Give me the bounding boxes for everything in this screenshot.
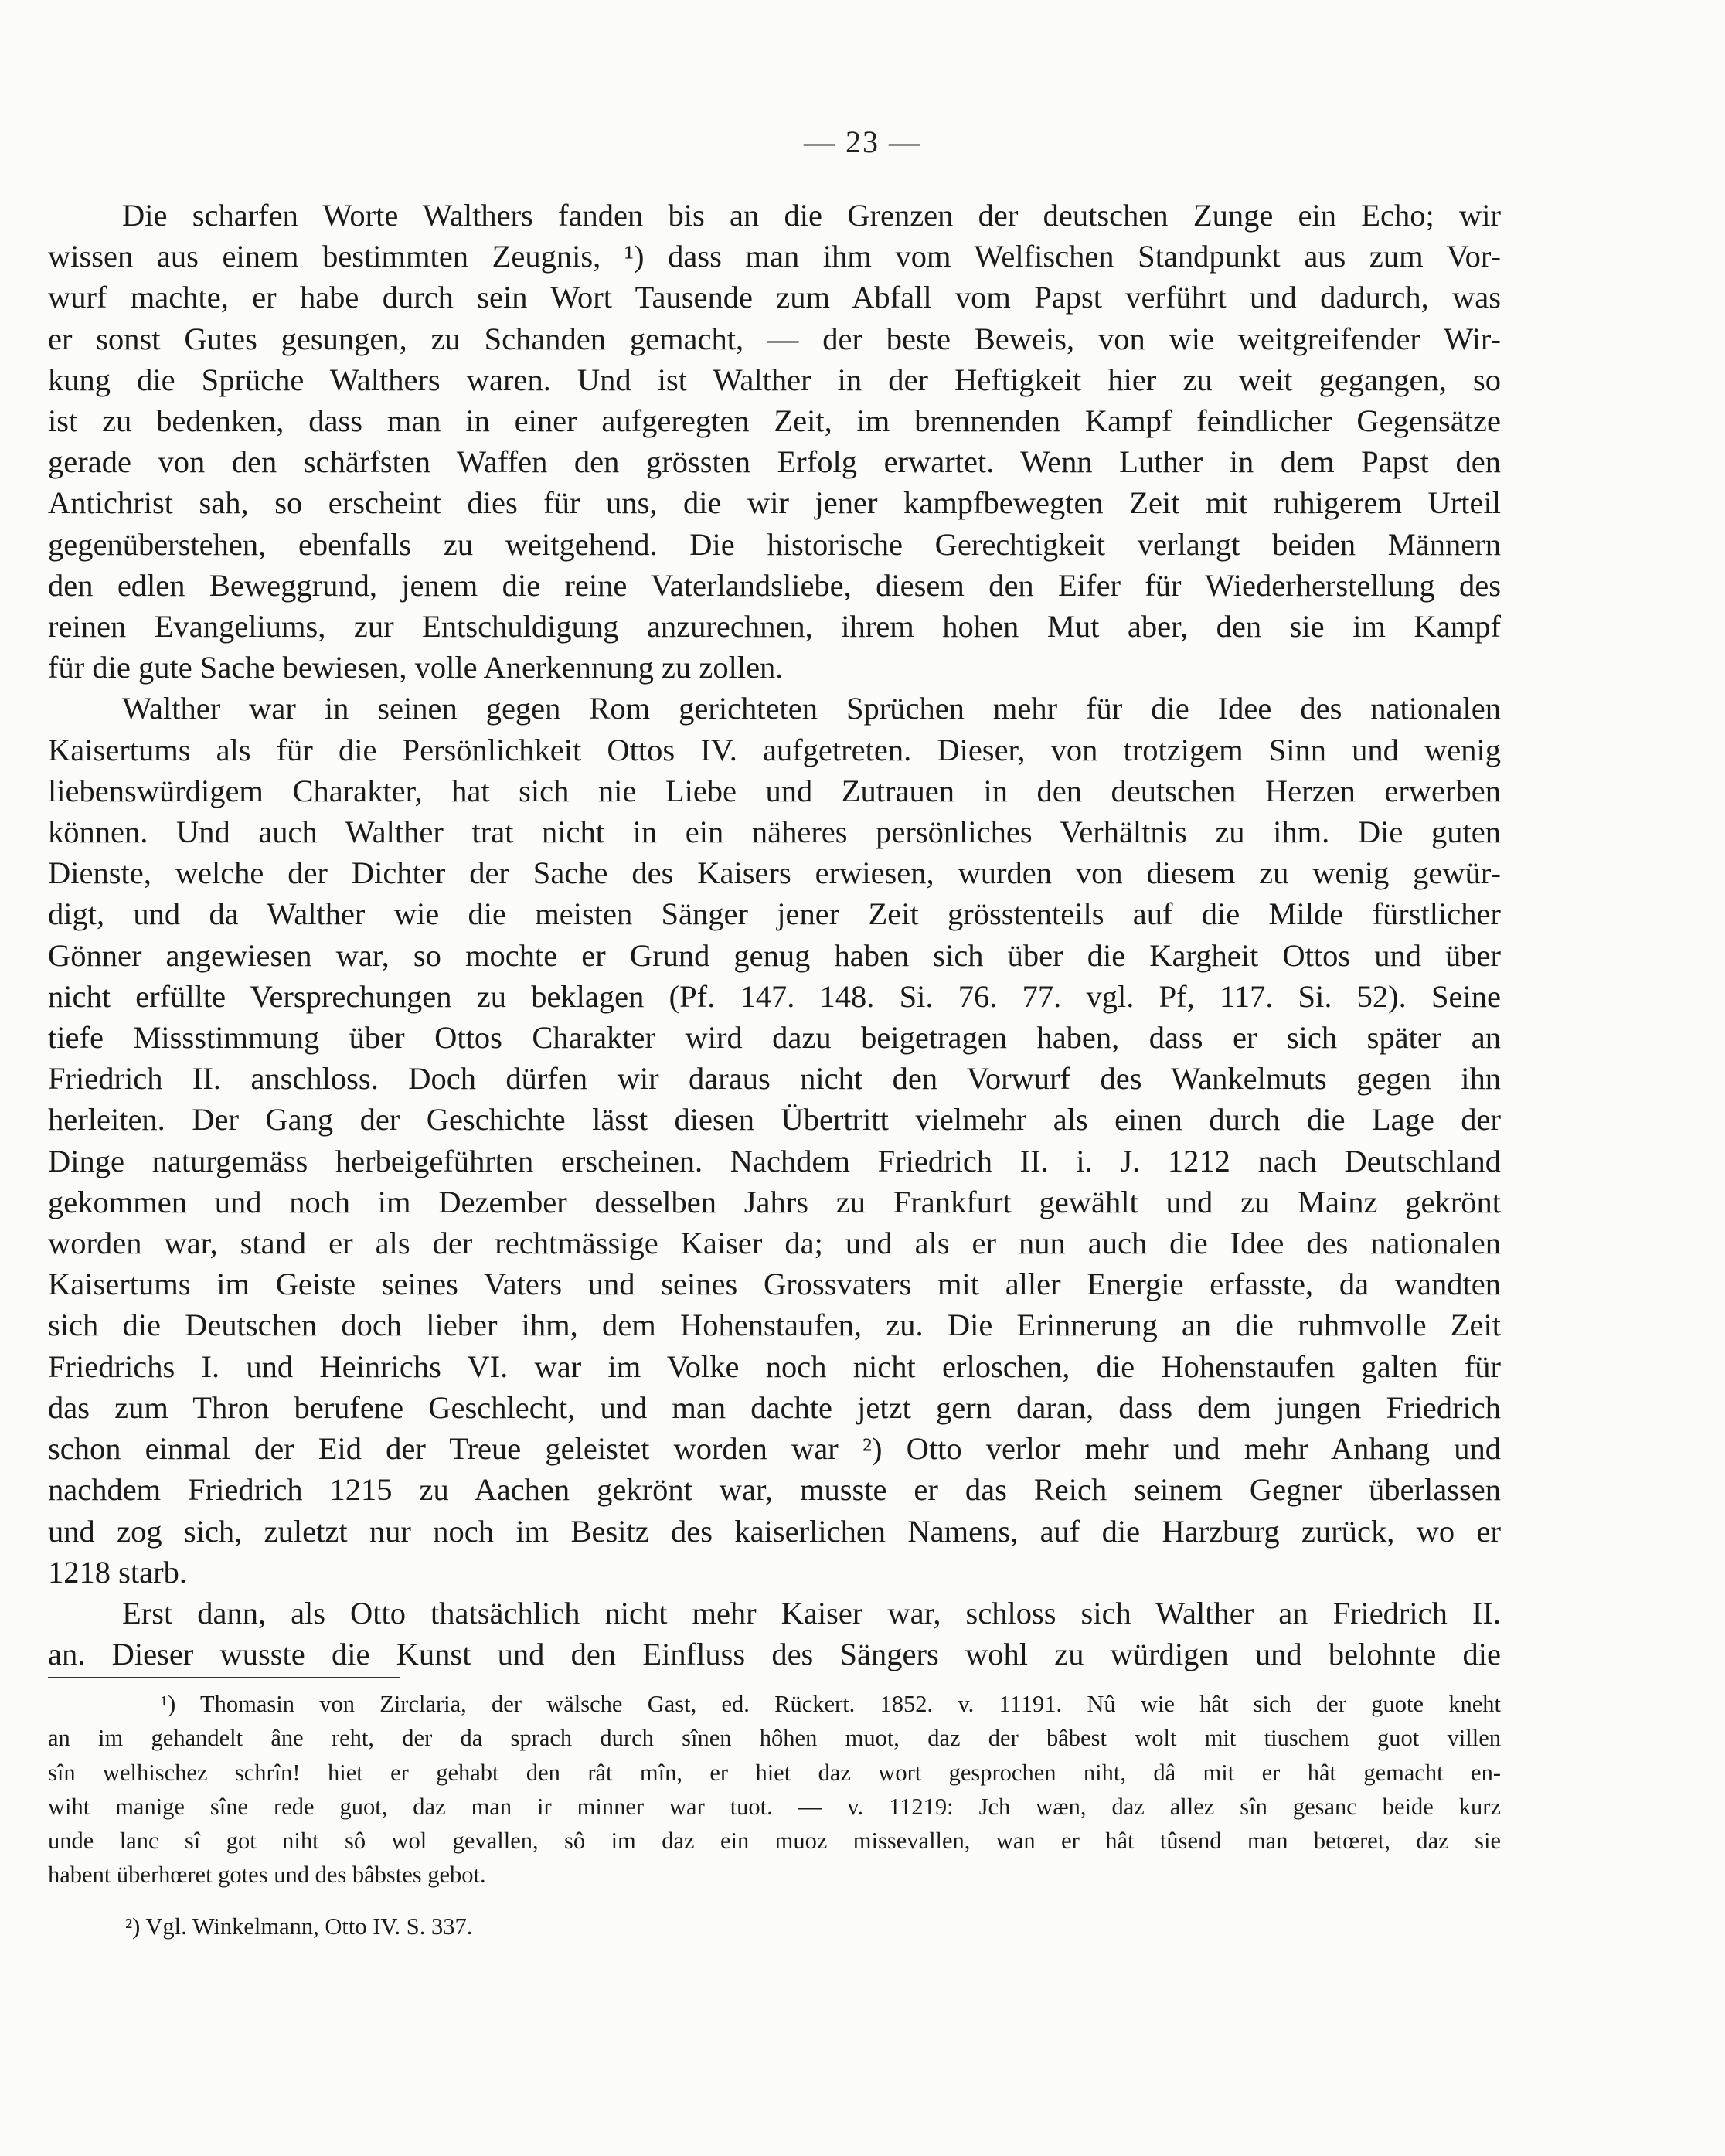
footnote-line: ²) Vgl. Winkelmann, Otto IV. S. 337. (125, 1913, 473, 1940)
text-line: er sonst Gutes gesungen, zu Schanden gemacht, — der beste Beweis, von wie weitgreifender Wir- (48, 321, 1501, 356)
text-line: tiefe Missstimmung über Ottos Charakter wird dazu beigetragen haben, dass er sich später an (48, 1020, 1501, 1056)
text-line: nicht erfüllte Versprechungen zu beklagen (Pf. 147. 148. Si. 76. 77. vgl. Pf, 117. Si. 52). Seine (48, 978, 1501, 1014)
text-line: Die scharfen Worte Walthers fanden bis an die Grenzen der deutschen Zunge ein Echo; wir (122, 198, 1501, 233)
text-line: Kaisertums im Geiste seines Vaters und seines Grossvaters mit aller Energie erfasste, da wandten (48, 1267, 1501, 1302)
text-line: Friedrich II. anschloss. Doch dürfen wir daraus nicht den Vorwurf des Wankelmuts gegen ihn (48, 1061, 1501, 1097)
footnote-line: ¹) Thomasin von Zirclaria, der wälsche Gast, ed. Rückert. 1852. v. 11191. Nû wie hât sich der guote kneht (161, 1691, 1501, 1717)
text-line: Kaisertums als für die Persönlichkeit Ottos IV. aufgetreten. Dieser, von trotzigem Sinn und wenig (48, 732, 1501, 767)
text-line: und zog sich, zuletzt nur noch im Besitz des kaiserlichen Namens, auf die Harzburg zurück, wo er (48, 1513, 1501, 1549)
text-line: gegenüberstehen, ebenfalls zu weitgehend. Die historische Gerechtigkeit verlangt beiden Männern (48, 526, 1501, 562)
text-line: herleiten. Der Gang der Geschichte lässt diesen Übertritt vielmehr als einen durch die Lage der (48, 1102, 1501, 1138)
footnote-line: sîn welhischez schrîn! hiet er gehabt den rât mîn, er hiet daz wort gesprochen niht, dâ mit er hât gemacht en- (48, 1759, 1501, 1786)
text-line: kung die Sprüche Walthers waren. Und ist Walther in der Heftigkeit hier zu weit gegangen, so (48, 362, 1501, 397)
text-line: für die gute Sache bewiesen, volle Anerkennung zu zollen. (48, 650, 784, 685)
text-line: Friedrichs I. und Heinrichs VI. war im Volke noch nicht erloschen, die Hohenstaufen galten für (48, 1348, 1501, 1384)
text-line: gekommen und noch im Dezember desselben Jahrs zu Frankfurt gewählt und zu Mainz gekrönt (48, 1184, 1501, 1219)
text-line: 1218 starb. (48, 1554, 187, 1590)
text-line: Dienste, welche der Dichter der Sache des Kaisers erwiesen, wurden von diesem zu wenig gewür- (48, 855, 1501, 891)
paragraph-2 (48, 688, 1501, 1592)
text-line: nachdem Friedrich 1215 zu Aachen gekrönt war, musste er das Reich seinem Gegner überlassen (48, 1472, 1501, 1508)
text-line: ist zu bedenken, dass man in einer aufgeregten Zeit, im brennenden Kampf feindlicher Gegensätze (48, 403, 1501, 439)
paragraph-3 (48, 1593, 1501, 1675)
footnote-line: an im gehandelt âne reht, der da sprach durch sînen hôhen muot, daz der bâbest wolt mit tiuschem guot villen (48, 1725, 1501, 1752)
text-line: schon einmal der Eid der Treue geleistet worden war ²) Otto verlor mehr und mehr Anhang und (48, 1431, 1501, 1467)
footnote-line: wiht manige sîne rede guot, daz man ir minner war tuot. — v. 11219: Jch wæn, daz allez sîn gesanc beide kurz (48, 1793, 1501, 1820)
text-line: gerade von den schärfsten Waffen den grössten Erfolg erwartet. Wenn Luther in dem Papst den (48, 444, 1501, 480)
text-line: worden war, stand er als der rechtmässige Kaiser da; und als er nun auch die Idee des nationalen (48, 1226, 1501, 1261)
text-line: Dinge naturgemäss herbeigeführten erscheinen. Nachdem Friedrich II. i. J. 1212 nach Deutschland (48, 1143, 1501, 1178)
text-line: Gönner angewiesen war, so mochte er Grund genug haben sich über die Kargheit Ottos und über (48, 937, 1501, 973)
footnote-1 (48, 1687, 1501, 1892)
text-line: sich die Deutschen doch lieber ihm, dem Hohenstaufen, zu. Die Erinnerung an die ruhmvolle Zeit (48, 1308, 1501, 1343)
footnotes (48, 1687, 1501, 1943)
footnote-line: habent überhœret gotes und des bâbstes gebot. (48, 1862, 486, 1889)
main-text (48, 195, 1501, 1675)
text-line: liebenswürdigem Charakter, hat sich nie Liebe und Zutrauen in den deutschen Herzen erwerben (48, 773, 1501, 808)
paragraph-1 (48, 195, 1501, 688)
page-number: — 23 — (804, 124, 921, 159)
text-line: Walther war in seinen gegen Rom gerichteten Sprüchen mehr für die Idee des nationalen (122, 691, 1501, 726)
text-line: wissen aus einem bestimmten Zeugnis, ¹) dass man ihm vom Welfischen Standpunkt aus zum Vor- (48, 239, 1501, 274)
text-line: können. Und auch Walther trat nicht in ein näheres persönliches Verhältnis zu ihm. Die guten (48, 814, 1501, 850)
text-line: das zum Thron berufene Geschlecht, und man dachte jetzt gern daran, dass dem jungen Friedrich (48, 1389, 1501, 1425)
text-line: Erst dann, als Otto thatsächlich nicht mehr Kaiser war, schloss sich Walther an Friedrich II. (122, 1595, 1501, 1631)
text-line: wurf machte, er habe durch sein Wort Tausende zum Abfall vom Papst verführt und dadurch, was (48, 280, 1501, 315)
footnote-divider (48, 1677, 400, 1678)
footnote-2 (48, 1909, 1501, 1943)
text-line: an. Dieser wusste die Kunst und den Einfluss des Sängers wohl zu würdigen und belohnte die (48, 1637, 1501, 1672)
text-line: reinen Evangeliums, zur Entschuldigung anzurechnen, ihrem hohen Mut aber, den sie im Kampf (48, 609, 1501, 644)
text-line: den edlen Beweggrund, jenem die reine Vaterlandsliebe, diesem den Eifer für Wiederherstellung des (48, 567, 1501, 603)
footnote-line: unde lanc sî got niht sô wol gevallen, sô im daz ein muoz missevallen, wan er hât tûsend man betœret, daz sie (48, 1828, 1501, 1855)
text-line: Antichrist sah, so erscheint dies für uns, die wir jener kampfbewegten Zeit mit ruhigerem Urteil (48, 485, 1501, 521)
text-line: digt, und da Walther wie die meisten Sänger jener Zeit grösstenteils auf die Milde fürstlicher (48, 896, 1501, 932)
